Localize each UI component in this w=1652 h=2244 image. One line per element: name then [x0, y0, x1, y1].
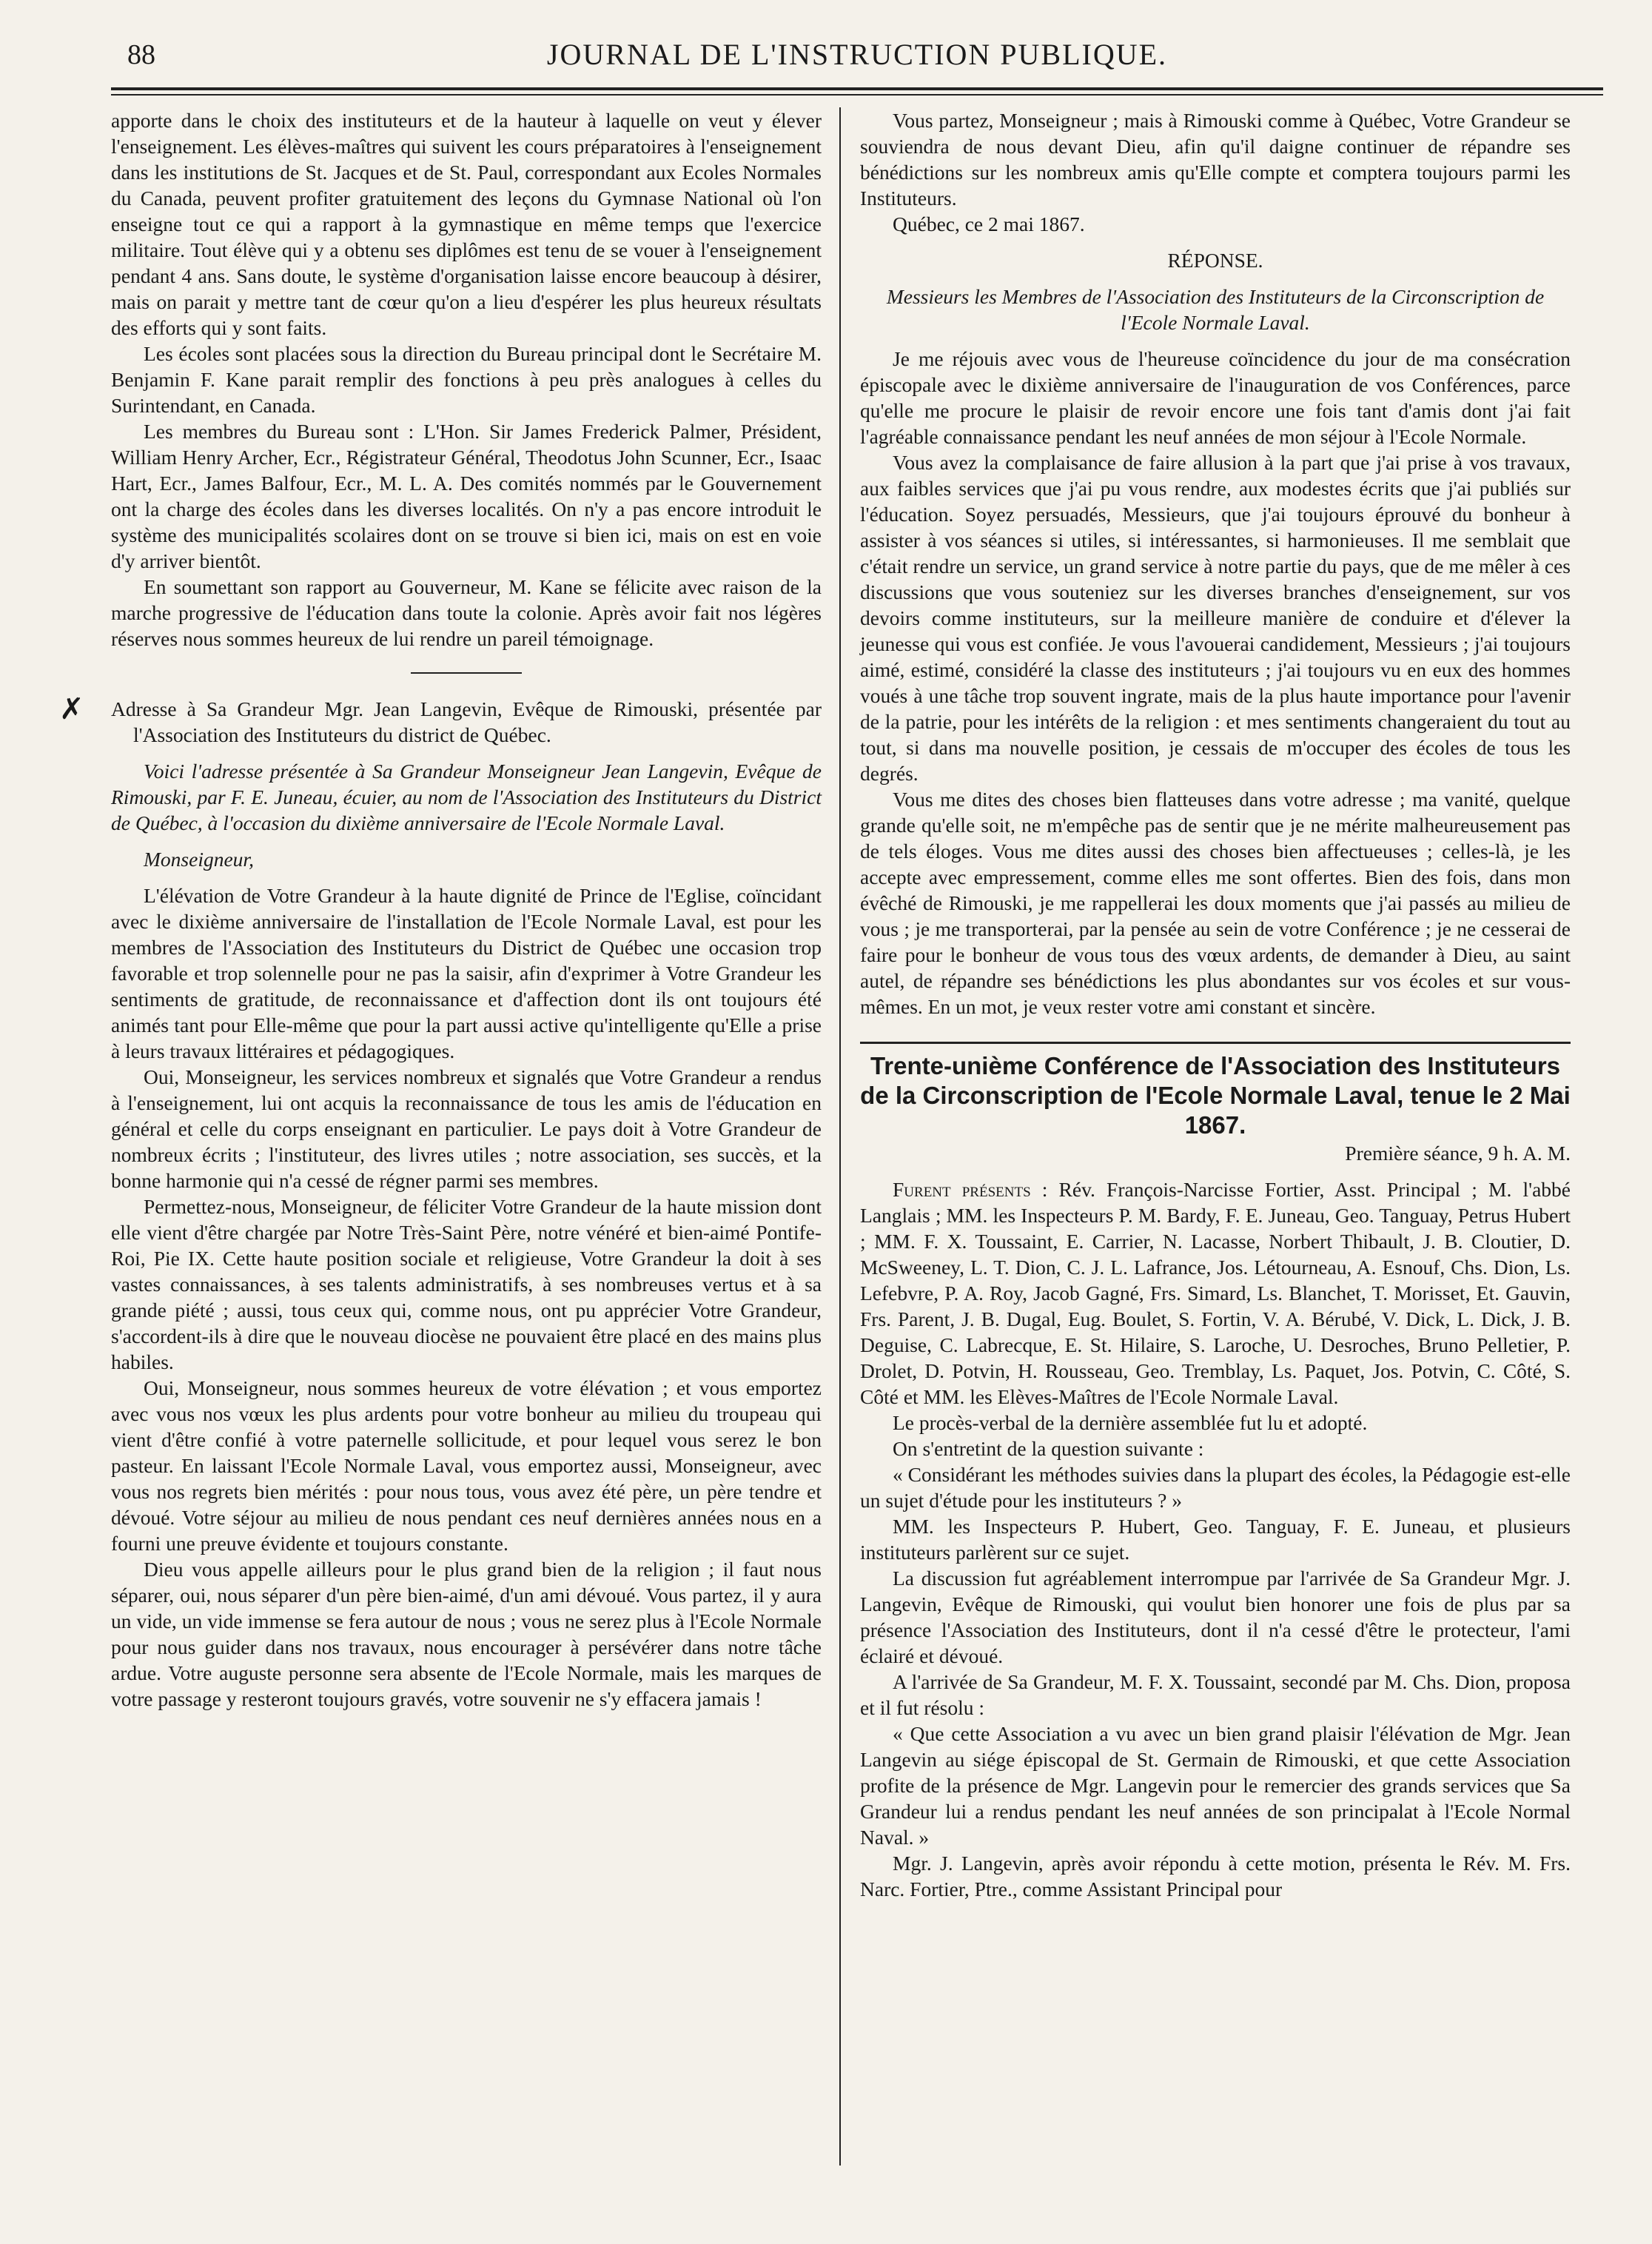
left-column: [59, 107, 839, 2166]
journal-title: JOURNAL DE L'INSTRUCTION PUBLIQUE.: [546, 38, 1168, 71]
minutes-paragraph: Mgr. J. Langevin, après avoir répondu à cette motion, présenta le Rév. M. Frs. Narc. Fortier, Ptre., comme Assistant Principal pour: [860, 1852, 1571, 1900]
reply-salutation: Messieurs les Membres de l'Association des Instituteurs de la Circonscription de l'Ecole Normale Laval.: [886, 285, 1545, 334]
handwritten-mark: ✗: [59, 692, 84, 726]
article-paragraph: Les membres du Bureau sont : L'Hon. Sir James Frederick Palmer, Président, William Henry Archer, Ecr., Régistrateur Général, Theodotus John Scunner, Ecr., Isaac Hart, Ecr., James Balfour, Ecr., M. L. A. Des comités nommés par le Gouvernement ont la charge des écoles dans les diverses localités. On n'y a pas encore introduit le système des municipalités scolaires dont on se trouve si bien ici, mais on est en voie d'y arriver bientôt.: [111, 420, 822, 572]
reply-paragraph: Vous me dites des choses bien flatteuses dans votre adresse ; ma vanité, quelque grande qu'elle soit, ne m'empêche pas de sentir que je ne mérite malheureusement pas de tels éloges. Vous me dites aussi des choses bien affectueuses ; celles-là, je les accepte avec empressement, comme elles me sont offertes. Bien des fois, dans mon évêché de Rimouski, je me rappellerai les doux moments que j'ai passés au milieu de vous ; je me transporterai, par la pensée au sein de votre Conférence ; je ne cesserai de faire pour le bonheur de vous tous des vœux ardents, de demander à Dieu, au saint autel, de répandre ses bénédictions les plus abondantes sur vos écoles et sur vous-mêmes. En un mot, je veux rester votre ami constant et sincère.: [860, 788, 1571, 1018]
minutes-paragraph: Le procès-verbal de la dernière assemblée fut lu et adopté.: [893, 1411, 1368, 1434]
attendance-paragraph: [860, 1176, 1571, 1410]
article-paragraph: apporte dans le choix des instituteurs et de la hauteur à laquelle on veut y élever l'enseignement. Les élèves-maîtres qui suivent les cours préparatoires à l'enseignement dans les institutions de St. Jacques et de St. Paul, correspondant aux Ecoles Normales du Canada, peuvent profiter gratuitement des leçons du Gymnase National où l'on enseigne tout ce qui a rapport à la gymnastique en même temps que l'exercice militaire. Tout élève qui y a obtenu ses diplômes est tenu de se vouer à l'enseignement pendant 4 ans. Sans doute, le système d'organisation laisse encore beaucoup à désirer, mais on parait y mettre tant de cœur qu'on a lieu d'espérer les plus heureux résultats des efforts qui y sont faits.: [111, 109, 822, 339]
address-paragraph: Dieu vous appelle ailleurs pour le plus grand bien de la religion ; il faut nous séparer, oui, nous séparer d'un père bien-aimé, d'un ami dévoué. Vous partez, il y aura un vide, un vide immense se fera autour de nous ; vous ne serez plus à l'Ecole Normale pour nous guider dans nos travaux, nous encourager à persévérer dans notre tâche ardue. Votre auguste personne sera absente de l'Ecole Normale, mais les marques de votre passage y resteront toujours gravés, votre souvenir ne s'y effacera jamais !: [111, 1558, 822, 1710]
header-rule: [111, 87, 1603, 96]
address-paragraph: L'élévation de Votre Grandeur à la haute dignité de Prince de l'Eglise, coïncidant avec le dixième anniversaire de l'installation de l'Ecole Normale Laval, est pour les membres de l'Association des Instituteurs du District de Québec une occasion trop favorable et trop solennelle pour ne pas la saisir, afin d'exprimer à Votre Grandeur les sentiments de gratitude, de reconnaissance et d'affection dont ils ont toujours été animés tant pour Elle-même que pour la part aussi active qu'intelligente qu'Elle a prise à leurs travaux littéraires et pédagogiques.: [111, 884, 822, 1062]
address-paragraph: Permettez-nous, Monseigneur, de féliciter Votre Grandeur de la haute mission dont elle vient d'être chargée par Notre Très-Saint Père, notre vénéré et bien-aimé Pontife-Roi, Pie IX. Cette haute position sociale et religieuse, Votre Grandeur la doit à ses vastes connaissances, à ses talents administratifs, à ses nombreuses vertus et à sa grande piété ; aussi, tous ceux qui, comme nous, ont pu apprécier Votre Grandeur, s'accordent-ils à dire que le nouveau diocèse ne pouvaient être placé en des mains plus habiles.: [111, 1195, 822, 1373]
minutes-paragraph: On s'entretint de la question suivante :: [893, 1437, 1204, 1460]
minutes-paragraph: « Que cette Association a vu avec un bien grand plaisir l'élévation de Mgr. Jean Langevin au siége épiscopal de St. Germain de Rimouski, et que cette Association profite de la présence de Mgr. Langevin pour le remercier des grands services que Sa Grandeur lui a rendus pendant les neuf années de son principalat à l'Ecole Normal Naval. »: [860, 1722, 1571, 1849]
page-header: [111, 30, 1603, 83]
session-line: Première séance, 9 h. A. M.: [1345, 1142, 1571, 1165]
address-intro: Voici l'adresse présentée à Sa Grandeur Monseigneur Jean Langevin, Evêque de Rimouski, par F. E. Juneau, écuier, au nom de l'Association des Instituteurs du District de Québec, à l'occasion du dixième anniversaire de l'Ecole Normale Laval.: [111, 760, 822, 834]
conference-heading: Trente-unième Conférence de l'Association des Instituteurs de la Circonscription de l'Ecole Normale Laval, tenue le 2 Mai 1867.: [860, 1052, 1571, 1139]
reply-paragraph: Vous avez la complaisance de faire allusion à la part que j'ai prise à vos travaux, aux faibles services que j'ai pu vous rendre, aux modestes écrits que j'ai publiés sur l'éducation. Soyez persuadés, Messieurs, que j'ai toujours éprouvé du bonheur à assister à vos séances si utiles, si intéressantes, si harmonieuses. Il me semblait que c'était rendre un service, un grand service à notre partie du pays, que de me mêler à ces discussions que vous souteniez sur les diverses branches d'enseignement, sur vos devoirs comme instituteurs, sur la meilleure manière de conduire et d'élever la jeunesse qui vous est confiée. Je vous l'avouerai candidement, Messieurs ; j'ai toujours aimé, estimé, considéré la classe des instituteurs ; j'ai toujours vu en eux des hommes voués à une tâche trop souvent ingrate, mais de la plus haute importance pour l'avenir de la patrie, pour les intérêts de la religion : et mes sentiments changeraient du tout au tout, si dans ma nouvelle position, je cessais de m'occuper des écoles de tous les degrés.: [860, 451, 1571, 785]
address-title-block: [59, 692, 822, 748]
reply-paragraph: Je me réjouis avec vous de l'heureuse coïncidence du jour de ma consécration épiscopale avec le dixième anniversaire de l'inauguration de vos Conférences, parce qu'elle me procure le plaisir de revoir encore une fois tant d'amis dont j'ai fait l'agréable connaissance pendant les neuf années de mon séjour à l'Ecole Normale.: [860, 347, 1571, 448]
address-closing: Vous partez, Monseigneur ; mais à Rimouski comme à Québec, Votre Grandeur se souviendra de nous devant Dieu, afin qu'il daigne continuer de répandre ses bénédictions sur les nombreux amis qu'Elle compte et comptera toujours parmi les Instituteurs.: [860, 109, 1571, 210]
address-paragraph: Oui, Monseigneur, nous sommes heureux de votre élévation ; et vous emportez avec vous nos vœux les plus ardents pour votre bonheur au milieu du troupeau qui vient d'être confié à votre paternelle sollicitude, et pour lequel vous serez le bon pasteur. En laissant l'Ecole Normale Laval, vous emportez aussi, Monseigneur, avec vous nos regrets bien mérités : pour nous tous, vous avez été père, un père tendre et dévoué. Votre séjour au milieu de nous pendant ces neuf dernières années nous en a fourni une preuve évidente et toujours constante.: [111, 1376, 822, 1555]
right-column: [839, 107, 1571, 2166]
minutes-paragraph: MM. les Inspecteurs P. Hubert, Geo. Tanguay, F. E. Juneau, et plusieurs instituteurs parlèrent sur ce sujet.: [860, 1515, 1571, 1564]
attendance-label: Furent présents :: [893, 1178, 1048, 1201]
article-paragraph: Les écoles sont placées sous la direction du Bureau principal dont le Secrétaire M. Benjamin F. Kane parait remplir des fonctions à peu près analogues à celles du Surintendant, en Canada.: [111, 342, 822, 417]
minutes-paragraph: A l'arrivée de Sa Grandeur, M. F. X. Toussaint, secondé par M. Chs. Dion, proposa et il fut résolu :: [860, 1670, 1571, 1719]
address-paragraph: Oui, Monseigneur, les services nombreux et signalés que Votre Grandeur a rendus à l'enseignement, lui ont acquis la reconnaissance de tous les amis de l'éducation en général et celle du corps enseignant en particulier. Le pays doit à Votre Grandeur de nombreux écrits ; l'instituteur, des livres utiles ; notre association, ses succès, et la bonne harmonie qui n'a cessé de régner parmi ses membres.: [111, 1065, 822, 1192]
minutes-paragraph: « Considérant les méthodes suivies dans la plupart des écoles, la Pédagogie est-elle un sujet d'étude pour les instituteurs ? »: [860, 1463, 1571, 1512]
article-paragraph: En soumettant son rapport au Gouverneur, M. Kane se félicite avec raison de la marche progressive de l'éducation dans toute la colonie. Après avoir fait nos légères réserves nous sommes heureux de lui rendre un pareil témoignage.: [111, 575, 822, 650]
address-title: Adresse à Sa Grandeur Mgr. Jean Langevin, Evêque de Rimouski, présentée par l'Association des Instituteurs du district de Québec.: [111, 697, 822, 746]
minutes-paragraph: La discussion fut agréablement interrompue par l'arrivée de Sa Grandeur Mgr. J. Langevin, Evêque de Rimouski, qui voulut bien honorer une fois de plus par sa présence l'Association des Instituteurs, dont il n'a cessé d'être le protecteur, l'ami éclairé et dévoué.: [860, 1567, 1571, 1667]
dateline: Québec, ce 2 mai 1867.: [893, 212, 1085, 235]
salutation: Monseigneur,: [144, 848, 254, 871]
section-divider: [860, 1042, 1571, 1044]
page-number: 88: [127, 39, 155, 70]
section-divider: [411, 672, 522, 674]
columns: [59, 107, 1603, 2166]
attendance-list: Rév. François-Narcisse Fortier, Asst. Principal ; M. l'abbé Langlais ; MM. les Inspecteurs P. M. Bardy, F. E. Juneau, Geo. Tanguay, Petrus Hubert ; MM. F. X. Toussaint, E. Carrier, N. Lacasse, Norbert Thibault, J. B. Cloutier, D. McSweeney, L. T. Dion, C. J. L. Lafrance, Jos. Létourneau, A. Esnouf, Chs. Dion, Ls. Lefebvre, P. A. Roy, Jacob Gagné, Frs. Simard, Ls. Blanchet, T. Morisset, Et. Gauvin, Frs. Parent, J. B. Dugal, Eug. Boulet, S. Fortin, V. A. Bérubé, V. Dick, L. Dick, J. B. Deguise, C. Labrecque, E. St. Hilaire, S. Laroche, U. Desroches, Bruno Pelletier, P. Drolet, D. Potvin, H. Rousseau, Geo. Tremblay, Ls. Paquet, Jos. Potvin, C. Côté, S. Côté et MM. les Elèves-Maîtres de l'Ecole Normale Laval.: [860, 1178, 1571, 1408]
reply-heading: RÉPONSE.: [1167, 249, 1263, 272]
